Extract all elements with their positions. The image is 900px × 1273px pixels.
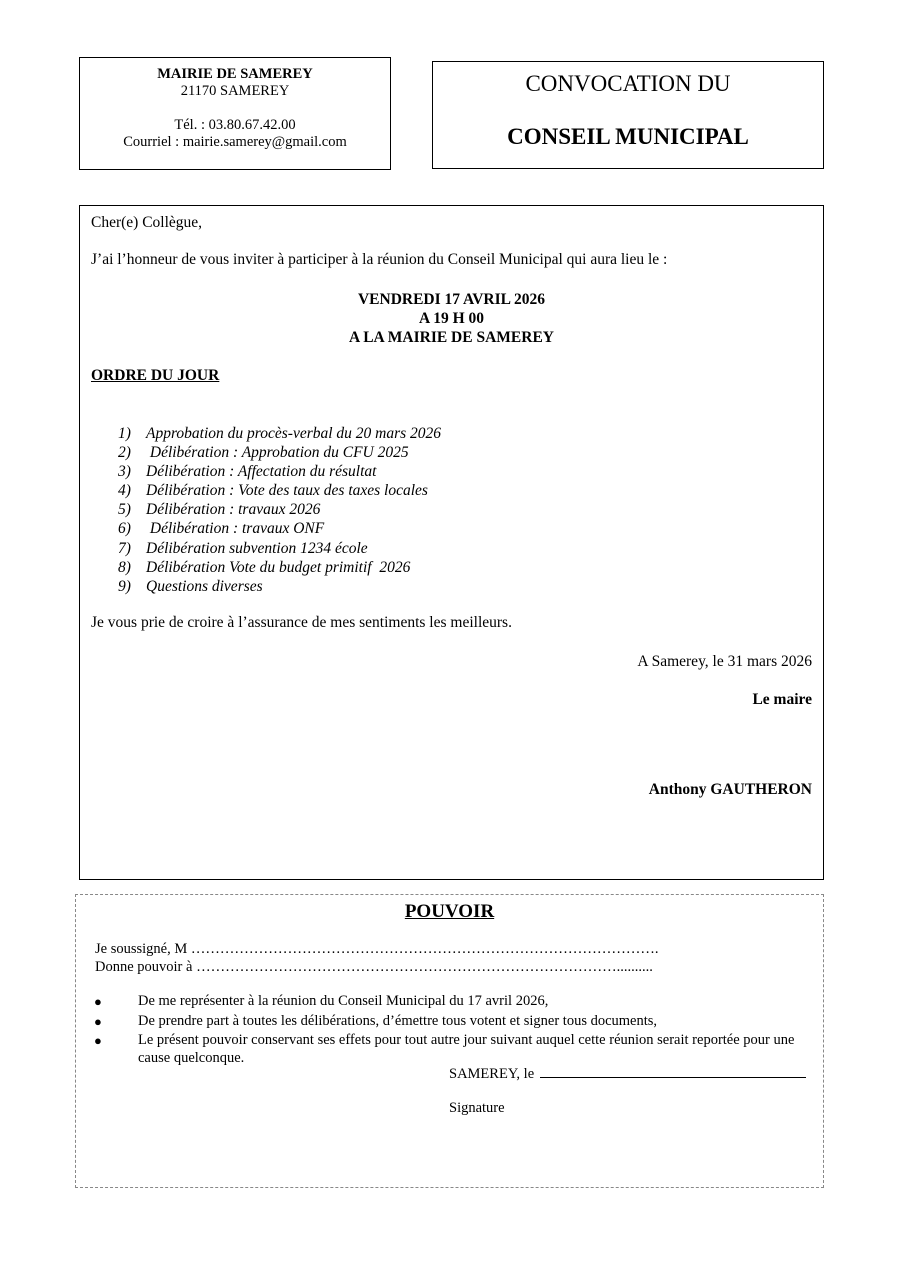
agenda-item: 3) Délibération : Affectation du résultat: [118, 463, 377, 481]
agenda-item: 4) Délibération : Vote des taux des taxes locales: [118, 482, 428, 500]
mayor-title: Le maire: [752, 691, 812, 708]
samerey-date-field[interactable]: [449, 1066, 806, 1083]
event-time: A 19 H 00: [418, 310, 485, 327]
pouvoir-bullet: ● De me représenter à la réunion du Conseil Municipal du 17 avril 2026,: [94, 993, 549, 1009]
mairie-email: Courriel : mairie.samerey@gmail.com: [123, 134, 347, 150]
pouvoir-bullet: ● De prendre part à toutes les délibérations, d’émettre tous votent et signer tous documents,: [94, 1012, 658, 1029]
intro-text: J’ai l’honneur de vous inviter à participer à la réunion du Conseil Municipal qui aura lieu le :: [91, 251, 668, 268]
convocation-letter: [79, 205, 824, 880]
agenda-item: 9) Questions diverses: [118, 577, 263, 595]
agenda-title: ORDRE DU JOUR: [91, 367, 220, 384]
bullet-icon: ●: [94, 994, 102, 1009]
mairie-header-box: [79, 57, 391, 170]
mairie-phone: Tél. : 03.80.67.42.00: [174, 117, 296, 133]
mayor-name: Anthony GAUTHERON: [648, 781, 812, 798]
agenda-item: 8) Délibération Vote du budget primitif 2026: [118, 558, 411, 576]
document-title-box: [432, 61, 824, 169]
pouvoir-bullet-list: [94, 993, 804, 1069]
bullet-icon: ●: [94, 1013, 102, 1029]
pouvoir-bullet: ● Le présent pouvoir conservant ses effets pour tout autre jour suivant auquel cette réunion serait reportée pour une cause quelconque.: [94, 1032, 795, 1066]
agenda-item: 2) Délibération : Approbation du CFU 2025: [118, 444, 409, 462]
signature-label: Signature: [449, 1100, 505, 1116]
agenda-item: 1) Approbation du procès-verbal du 20 mars 2026: [118, 425, 442, 442]
place-date: A Samerey, le 31 mars 2026: [637, 653, 812, 670]
samerey-date-label: SAMEREY, le: [449, 1066, 535, 1082]
donne-pouvoir-field[interactable]: Donne pouvoir à ……………………………………………………………………………..........: [95, 959, 653, 975]
agenda-item: 7) Délibération subvention 1234 école: [118, 539, 368, 557]
agenda-list: [118, 424, 441, 596]
agenda-item: 5) Délibération : travaux 2026: [118, 501, 321, 519]
greeting: Cher(e) Collègue,: [91, 214, 203, 231]
soussigne-field[interactable]: Je soussigné, M …………………………………………………………………………………….: [95, 941, 659, 957]
title-line-2: CONSEIL MUNICIPAL: [507, 124, 749, 149]
title-line-1: CONVOCATION DU: [525, 71, 731, 96]
event-date: VENDREDI 17 AVRIL 2026: [357, 291, 546, 308]
pouvoir-form: [75, 894, 824, 1188]
date-blank-line[interactable]: [540, 1077, 806, 1078]
mairie-name: MAIRIE DE SAMEREY: [157, 66, 313, 82]
event-details: [80, 290, 823, 347]
pouvoir-title: POUVOIR: [404, 901, 495, 922]
bullet-icon: ●: [94, 1033, 102, 1048]
event-place: A LA MAIRIE DE SAMEREY: [349, 329, 554, 346]
closing-text: Je vous prie de croire à l’assurance de mes sentiments les meilleurs.: [91, 614, 512, 631]
mairie-postal: 21170 SAMEREY: [180, 83, 290, 99]
agenda-item: 6) Délibération : travaux ONF: [118, 520, 325, 538]
